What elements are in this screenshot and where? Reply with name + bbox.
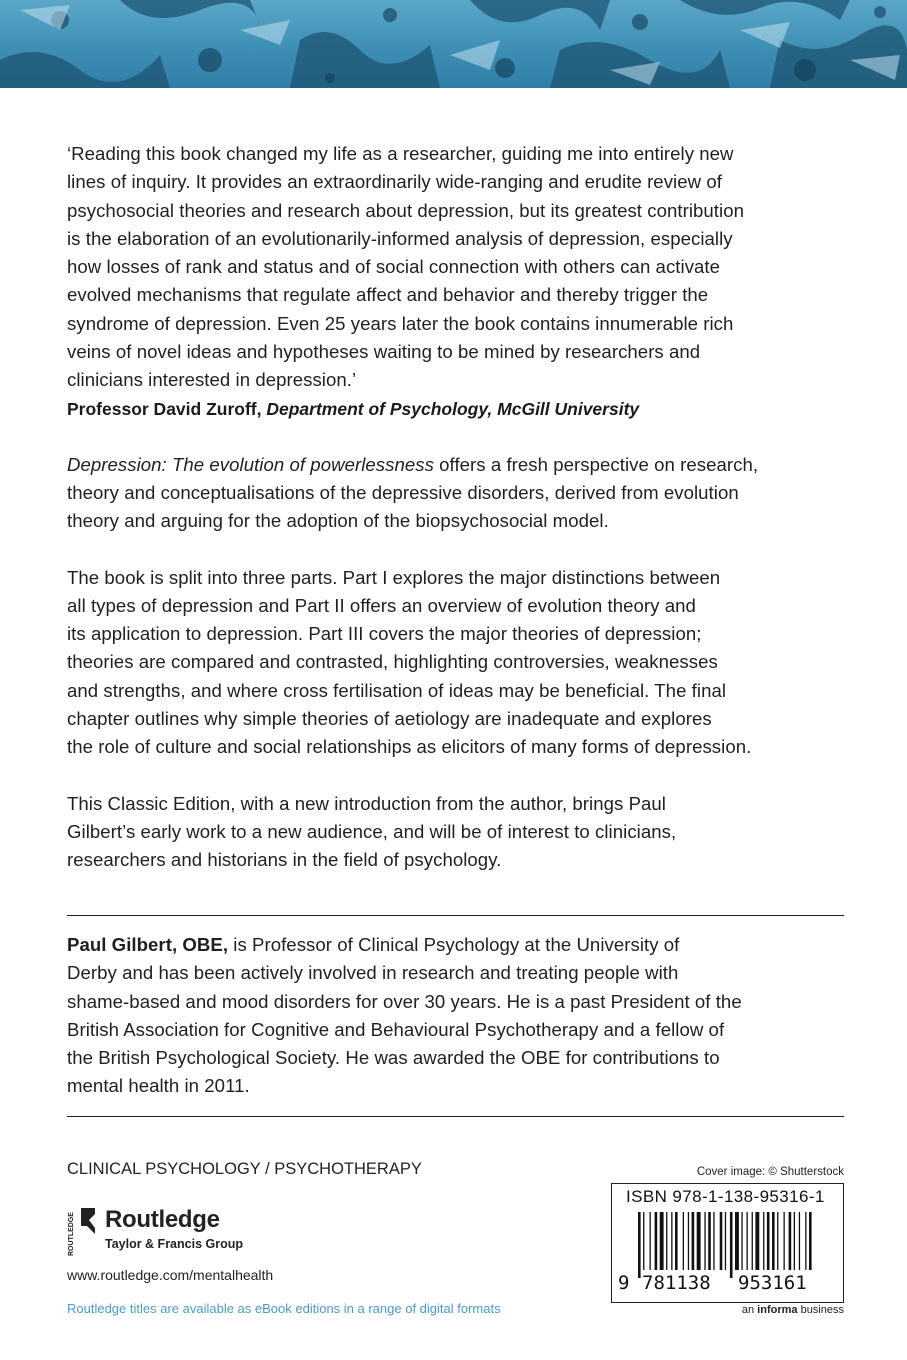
barcode-bar <box>655 1212 658 1270</box>
cover-art-texture <box>0 0 907 88</box>
barcode-bar <box>789 1212 792 1270</box>
barcode-bar <box>777 1212 778 1270</box>
barcode-digits-left: 781138 <box>642 1272 711 1294</box>
barcode-bar <box>688 1212 689 1270</box>
cover-image-credit: Cover image: © Shutterstock <box>696 1166 844 1178</box>
barcode-bar <box>763 1212 764 1270</box>
book-description: Depression: The evolution of powerlessness offers a fresh perspective on research, theory and conceptualisations of the depressive disorders, derived from evolution theory and arguing for the adoption of the biopsychosocial model. <box>67 453 759 532</box>
barcode-bar <box>692 1212 695 1270</box>
publisher-group: Taylor & Francis Group <box>105 1237 243 1251</box>
subject-category: CLINICAL PSYCHOLOGY / PSYCHOTHERAPY <box>67 1160 422 1178</box>
classic-edition-note: This Classic Edition, with a new introduction from the author, brings Paul Gilbert’s early work to a new audience, and will be of interest to clinicians, researchers and historians in the field of psychology. <box>67 792 677 871</box>
barcode-bar <box>720 1212 723 1270</box>
author-name: Paul Gilbert, OBE, <box>67 934 229 955</box>
barcode-bar <box>697 1212 701 1270</box>
cover-art-banner <box>0 0 907 88</box>
isbn-barcode <box>611 1183 844 1303</box>
svg-text:ROUTLEDGE: ROUTLEDGE <box>68 1212 75 1256</box>
endorsement-quote: ‘Reading this book changed my life as a researcher, guiding me into entirely new lines of inquiry. It provides an extraordinarily wide-ranging and erudite review of psychosocial theories and research about depression, but its greatest contribution is the elaboration of an evolutionarily-informed analysis of depression, especially how losses of rank and status and of social connection with others can activate evolved mechanisms that regulate affect and behavior and thereby trigger the syndrome of depression. Even 25 years later the book contains innumerable rich veins of novel ideas and hypotheses waiting to be mined by researchers and clinicians interested in depression.’ <box>67 143 744 391</box>
publisher-name: Routledge <box>105 1206 220 1233</box>
barcode-bar <box>767 1212 770 1270</box>
barcode-bar <box>675 1212 678 1270</box>
barcode-bar <box>704 1212 705 1270</box>
barcode-digit-lead: 9 <box>618 1272 630 1294</box>
divider-top <box>67 915 844 916</box>
book-title: Depression: The evolution of powerlessness <box>67 453 434 475</box>
barcode-bar <box>772 1212 775 1270</box>
barcode-bar <box>643 1212 644 1270</box>
barcode-bar <box>683 1212 684 1270</box>
barcode-bar <box>809 1212 812 1270</box>
barcode-bar <box>747 1212 748 1270</box>
barcode-bar <box>799 1212 800 1270</box>
barcode-digits-right: 953161 <box>738 1272 807 1294</box>
routledge-logo <box>67 1206 267 1260</box>
ebook-note: Routledge titles are available as eBook editions in a range of digital formats <box>67 1301 501 1316</box>
barcode-bar <box>794 1212 795 1270</box>
back-cover-text <box>67 140 857 875</box>
barcode-bar <box>638 1212 641 1278</box>
barcode-bar <box>650 1212 651 1270</box>
barcode-bar <box>730 1212 733 1278</box>
endorsement-attribution <box>67 395 857 423</box>
barcode-bar <box>660 1212 664 1270</box>
barcode-bar <box>735 1212 739 1270</box>
barcode-bar <box>713 1212 714 1270</box>
divider-bottom <box>67 1116 844 1117</box>
barcode-bar <box>741 1212 742 1270</box>
endorser-affiliation: Department of Psychology, McGill University <box>266 398 640 419</box>
barcode-bar <box>805 1212 806 1270</box>
barcode-bar <box>708 1212 711 1270</box>
isbn-number: ISBN 978-1-138-95316-1 <box>626 1187 825 1206</box>
informa-business-tag: an informa business <box>741 1304 844 1316</box>
barcode-bar <box>752 1212 753 1270</box>
book-parts-summary: The book is split into three parts. Part I explores the major distinctions between all types of depression and Part II offers an overview of evolution theory and its application to depression. Part III covers the major theories of depression; theories are compared and contrasted, highlighting controversies, weaknesses and strengths, and where cross fertilisation of ideas may be beneficial. The final chapter outlines why simple theories of aetiology are inadequate and explores the role of culture and social relationships as elicitors of many forms of depression. <box>67 566 752 758</box>
barcode-bar <box>666 1212 667 1270</box>
author-bio: Paul Gilbert, OBE, is Professor of Clinical Psychology at the University of Derby and has been actively involved in research and treating people with shame-based and mood disorders for over 30 years. He is a past President of the British Association for Cognitive and Behavioural Psychotherapy and a fellow of the British Psychological Society. He was awarded the OBE for contributions to mental health in 2011. <box>67 934 742 1097</box>
barcode-bar <box>784 1212 785 1270</box>
publisher-url[interactable]: www.routledge.com/mentalhealth <box>67 1267 274 1283</box>
barcode-bar <box>755 1212 759 1270</box>
barcode-bar <box>725 1212 726 1270</box>
routledge-logo-icon <box>67 1206 97 1258</box>
barcode-bar <box>671 1212 672 1270</box>
endorser-name: Professor David Zuroff, <box>67 398 262 419</box>
